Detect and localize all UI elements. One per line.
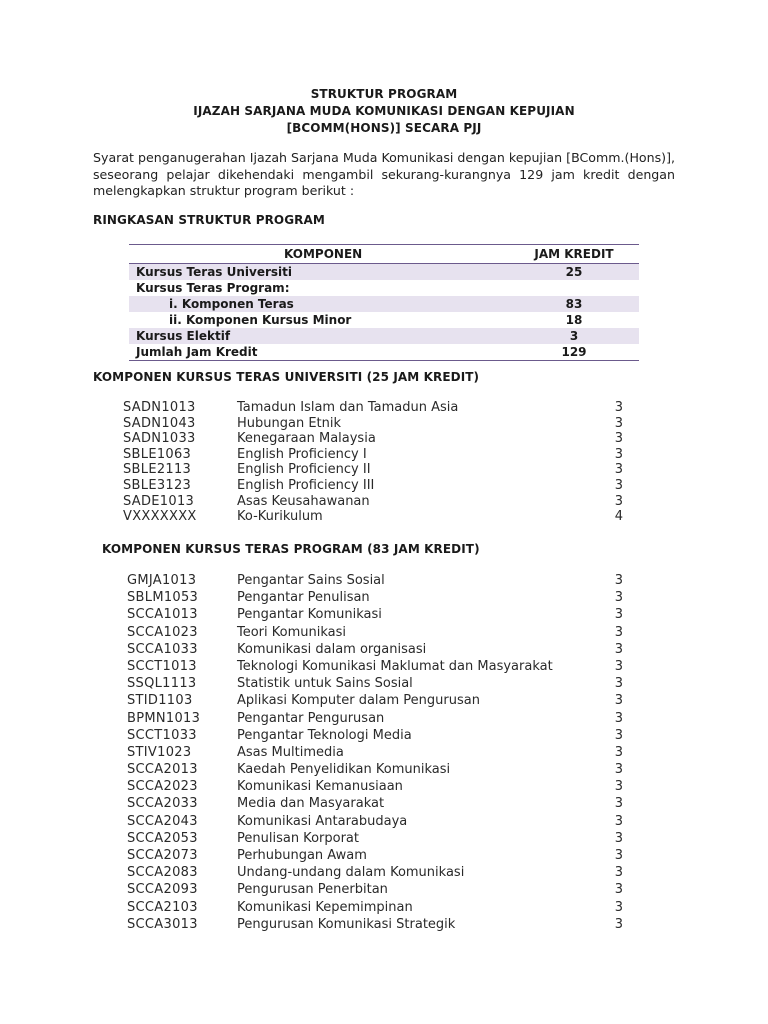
course-credit: 3 <box>614 916 623 932</box>
course-credit: 3 <box>614 641 623 657</box>
course-credit: 3 <box>614 676 623 692</box>
course-code: SCCT1033 <box>127 727 197 743</box>
course-credit: 3 <box>614 658 623 674</box>
summary-row-credit: 129 <box>561 345 587 359</box>
course-row <box>127 589 623 606</box>
course-name: Penulisan Korporat <box>237 830 359 846</box>
course-row <box>123 478 623 494</box>
course-row <box>127 813 623 830</box>
course-name: Teori Komunikasi <box>237 624 347 640</box>
program-core-course-list <box>127 572 623 933</box>
course-credit: 3 <box>614 693 623 709</box>
course-code: SBLE3123 <box>123 477 192 493</box>
summary-row-label: Kursus Teras Program: <box>136 281 290 295</box>
course-name: Komunikasi dalam organisasi <box>237 641 427 657</box>
course-name: Pengurusan Penerbitan <box>237 882 388 898</box>
course-credit: 3 <box>614 865 623 881</box>
course-code: SADE1013 <box>123 493 195 509</box>
course-credit: 3 <box>614 779 623 795</box>
course-name: Tamadun Islam dan Tamadun Asia <box>237 400 459 415</box>
course-name: Aplikasi Komputer dalam Pengurusan <box>237 693 480 709</box>
course-row <box>123 462 623 478</box>
course-credit: 3 <box>614 624 623 640</box>
course-row <box>127 624 623 641</box>
course-row <box>123 431 623 447</box>
course-name: Pengurusan Komunikasi Strategik <box>237 916 456 932</box>
course-row <box>127 606 623 623</box>
course-name: Undang-undang dalam Komunikasi <box>237 865 465 881</box>
course-credit: 3 <box>614 415 623 431</box>
course-row <box>123 447 623 463</box>
course-name: English Proficiency II <box>237 462 371 478</box>
course-row <box>123 416 623 432</box>
course-row <box>127 778 623 795</box>
course-row <box>127 727 623 744</box>
summary-row-label: Jumlah Jam Kredit <box>136 345 258 359</box>
course-row <box>127 795 623 812</box>
course-code: SBLM1053 <box>127 590 199 606</box>
course-credit: 3 <box>614 493 623 509</box>
course-credit: 4 <box>614 509 623 525</box>
course-name: Asas Multimedia <box>237 744 344 760</box>
course-name: Pengantar Komunikasi <box>237 607 382 623</box>
summary-row-credit: 83 <box>565 297 583 311</box>
course-name: English Proficiency I <box>237 446 367 462</box>
summary-row-label: ii. Komponen Kursus Minor <box>169 313 352 327</box>
course-row <box>127 641 623 658</box>
summary-total-row <box>129 344 639 360</box>
course-name: Komunikasi Kepemimpinan <box>237 899 413 915</box>
course-credit: 3 <box>614 830 623 846</box>
course-row <box>127 572 623 589</box>
course-credit: 3 <box>614 477 623 493</box>
course-name: Komunikasi Antarabudaya <box>237 813 408 829</box>
summary-row-label: Kursus Elektif <box>136 329 231 343</box>
course-code: STID1103 <box>127 693 193 709</box>
course-credit: 3 <box>614 462 623 478</box>
course-name: Hubungan Etnik <box>237 415 342 431</box>
course-credit: 3 <box>614 813 623 829</box>
summary-row <box>129 296 639 312</box>
course-row <box>127 744 623 761</box>
course-name: Ko-Kurikulum <box>237 509 323 525</box>
course-code: SBLE1063 <box>123 446 192 462</box>
course-credit: 3 <box>614 762 623 778</box>
course-credit: 3 <box>614 796 623 812</box>
course-code: SADN1033 <box>123 431 196 447</box>
column-header-credit: JAM KREDIT <box>534 247 614 261</box>
summary-row-credit: 25 <box>565 265 583 279</box>
course-name: Teknologi Komunikasi Maklumat dan Masyarakat <box>237 658 553 674</box>
course-code: SBLE2113 <box>123 462 192 478</box>
course-row <box>123 494 623 510</box>
summary-row-credit: 18 <box>565 313 583 327</box>
course-code: SCCA2023 <box>127 779 198 795</box>
course-credit: 3 <box>614 848 623 863</box>
course-code: SCCA1033 <box>127 641 198 657</box>
course-name: Statistik untuk Sains Sosial <box>237 676 413 692</box>
course-code: SADN1043 <box>123 415 196 431</box>
course-code: BPMN1013 <box>127 710 201 726</box>
course-code: SCCA1023 <box>127 624 198 640</box>
document-title: STRUKTUR PROGRAM <box>310 87 458 101</box>
course-name: Asas Keusahawanan <box>237 493 370 509</box>
course-name: Pengantar Sains Sosial <box>237 573 385 588</box>
course-row <box>127 916 623 933</box>
course-credit: 3 <box>614 744 623 760</box>
program-title: IJAZAH SARJANA MUDA KOMUNIKASI DENGAN KEPUJIAN <box>193 104 575 118</box>
summary-table <box>129 244 639 361</box>
course-row <box>127 864 623 881</box>
course-credit: 3 <box>614 446 623 462</box>
course-credit: 3 <box>614 590 623 606</box>
course-name: Pengantar Pengurusan <box>237 710 385 726</box>
summary-row-label: Kursus Teras Universiti <box>136 265 293 279</box>
university-core-heading: KOMPONEN KURSUS TERAS UNIVERSITI (25 JAM KREDIT) <box>93 370 480 384</box>
summary-heading: RINGKASAN STRUKTUR PROGRAM <box>93 213 325 227</box>
course-row <box>127 692 623 709</box>
course-code: SCCA1013 <box>127 607 198 623</box>
course-row <box>127 847 623 864</box>
course-credit: 3 <box>614 710 623 726</box>
course-code: STIV1023 <box>127 744 192 760</box>
course-code: VXXXXXXX <box>123 509 197 525</box>
course-code: SCCA2073 <box>127 848 198 863</box>
university-core-course-list <box>123 400 623 525</box>
course-code: SCCA2033 <box>127 796 198 812</box>
course-code: SCCA2053 <box>127 830 198 846</box>
course-row <box>127 881 623 898</box>
course-code: SCCA2103 <box>127 899 198 915</box>
course-row <box>123 400 623 416</box>
course-code: GMJA1013 <box>127 573 197 588</box>
course-code: SCCA2093 <box>127 882 198 898</box>
summary-row-credit: 3 <box>569 329 579 343</box>
summary-row <box>129 312 639 328</box>
summary-row <box>129 264 639 280</box>
summary-header-row <box>129 245 639 264</box>
course-credit: 3 <box>614 573 623 588</box>
intro-paragraph: Syarat penganugerahan Ijazah Sarjana Muda Komunikasi dengan kepujian [BComm.(Hons)], seseorang pelajar dikehendaki mengambil sekurang-kurangnya 129 jam kredit dengan melengkapkan struktur program berikut : <box>93 150 675 198</box>
course-code: SCCA2043 <box>127 813 198 829</box>
course-code: SCCA3013 <box>127 916 198 932</box>
course-name: Perhubungan Awam <box>237 848 367 863</box>
course-row <box>127 675 623 692</box>
program-code-title: [BCOMM(HONS)] SECARA PJJ <box>286 121 482 135</box>
summary-row-label: i. Komponen Teras <box>169 297 294 311</box>
course-row <box>127 710 623 727</box>
course-credit: 3 <box>614 727 623 743</box>
course-name: Kenegaraan Malaysia <box>237 431 376 447</box>
course-name: Komunikasi Kemanusiaan <box>237 779 403 795</box>
course-credit: 3 <box>614 607 623 623</box>
course-credit: 3 <box>614 899 623 915</box>
summary-row <box>129 280 639 296</box>
course-row <box>127 899 623 916</box>
course-code: SCCA2083 <box>127 865 198 881</box>
course-code: SSQL1113 <box>127 676 197 692</box>
course-name: English Proficiency III <box>237 477 375 493</box>
course-row <box>127 658 623 675</box>
course-row <box>127 830 623 847</box>
course-code: SCCA2013 <box>127 762 198 778</box>
course-name: Pengantar Teknologi Media <box>237 727 412 743</box>
course-row <box>127 761 623 778</box>
course-code: SADN1013 <box>123 400 196 415</box>
course-credit: 3 <box>614 400 623 415</box>
course-name: Media dan Masyarakat <box>237 796 385 812</box>
course-credit: 3 <box>614 882 623 898</box>
column-header-component: KOMPONEN <box>284 247 363 261</box>
course-row <box>123 509 623 525</box>
course-code: SCCT1013 <box>127 658 197 674</box>
program-core-heading: KOMPONEN KURSUS TERAS PROGRAM (83 JAM KREDIT) <box>102 542 480 556</box>
course-name: Pengantar Penulisan <box>237 590 370 606</box>
course-credit: 3 <box>614 431 623 447</box>
summary-row <box>129 328 639 344</box>
course-name: Kaedah Penyelidikan Komunikasi <box>237 762 451 778</box>
